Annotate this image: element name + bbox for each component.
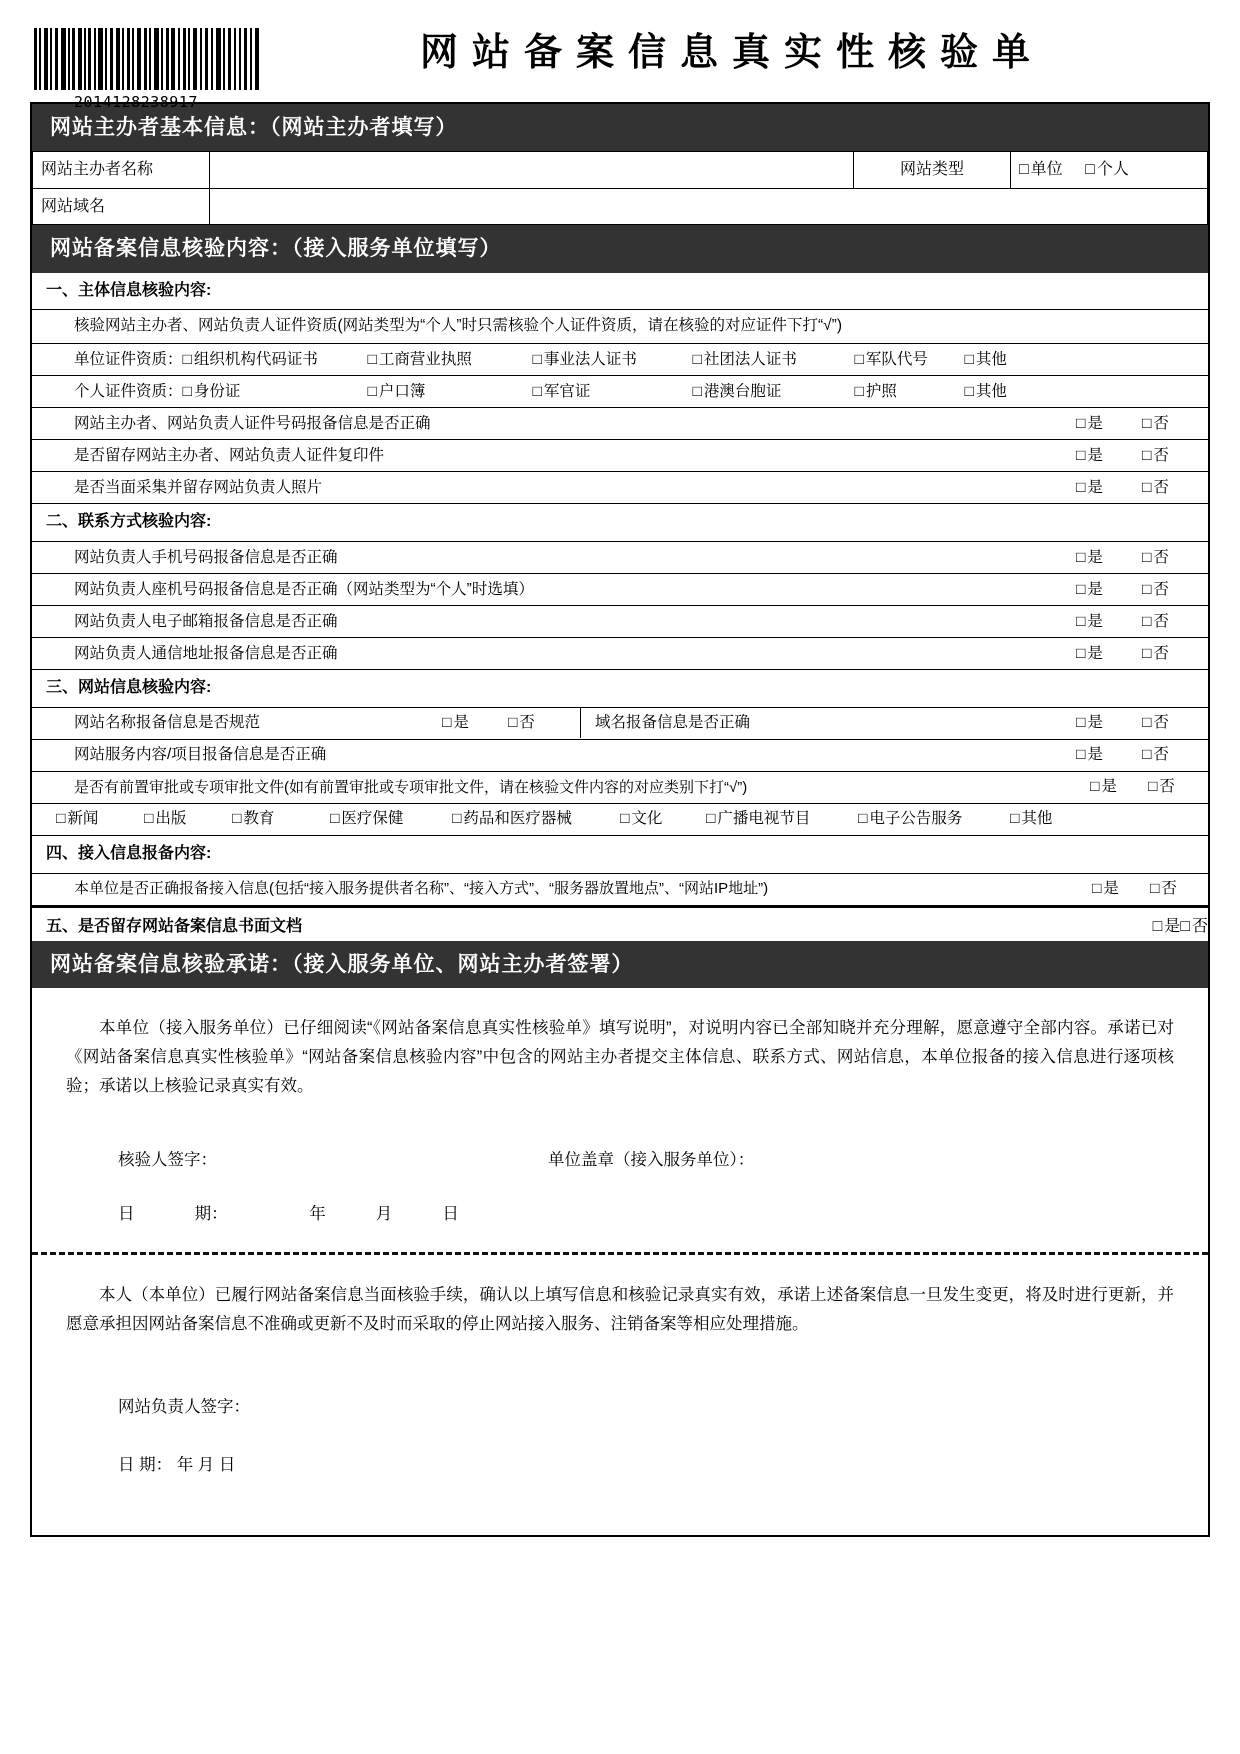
- checkbox-site-type-unit[interactable]: □ 单位: [1019, 159, 1063, 181]
- checkbox-institution-legal-cert[interactable]: □ 事业法人证书: [533, 350, 693, 370]
- commitment-paragraph-1-wrap: [32, 988, 1208, 1101]
- checkbox-icon: □: [964, 350, 974, 368]
- checkbox-icon: □: [442, 714, 452, 732]
- unit-seal-label[interactable]: 单位盖章（接入服务单位）：: [548, 1151, 755, 1170]
- checkbox-no[interactable]: □ 否: [1138, 414, 1208, 434]
- part4-row-access-info: [32, 874, 1208, 906]
- part1-row-cert-copy: [32, 440, 1208, 472]
- checkbox-yes[interactable]: □ 是: [1072, 478, 1138, 498]
- row-label: 是否有前置审批或专项审批文件(如有前置审批或专项审批文件，请在核验文件内容的对应类别下打“√”): [74, 778, 748, 796]
- checkbox-category-culture[interactable]: □ 文化: [620, 809, 706, 829]
- checkbox-personal-other[interactable]: □ 其他: [965, 382, 1007, 402]
- checkbox-icon: □: [1148, 778, 1158, 796]
- row-label: 网站负责人通信地址报备信息是否正确: [74, 644, 338, 662]
- checkbox-icon: □: [964, 382, 974, 400]
- checkbox-icon: □: [232, 810, 242, 828]
- checkbox-icon: □: [1142, 414, 1152, 432]
- unit-cert-options: [32, 345, 1208, 375]
- checkbox-icon: □: [532, 382, 542, 400]
- barcode-block: [32, 28, 264, 111]
- checkbox-icon: □: [1076, 580, 1086, 598]
- checkbox-icon: □: [1076, 612, 1086, 630]
- checkbox-officer-card[interactable]: □ 军官证: [533, 382, 693, 402]
- checkbox-yes[interactable]: □ 是: [442, 713, 508, 733]
- checkbox-icon: □: [182, 350, 192, 368]
- site-type-label: 网站类型: [854, 152, 1011, 189]
- checkbox-category-other[interactable]: □ 其他: [1010, 809, 1052, 829]
- part3-title: 三、网站信息核验内容:: [32, 670, 1208, 708]
- part4-title: 四、接入信息报备内容:: [32, 836, 1208, 874]
- row-label: 五、是否留存网站备案信息书面文档: [46, 917, 303, 935]
- checkbox-icon: □: [1180, 917, 1190, 935]
- table-row: [33, 152, 1208, 189]
- checkbox-category-news[interactable]: □ 新闻: [56, 809, 144, 829]
- row-label: 网站服务内容/项目报备信息是否正确: [74, 746, 327, 764]
- section-header-commitment: 网站备案信息核验承诺：（接入服务单位、网站主办者签署）: [32, 941, 1208, 988]
- date-label-day: 日: [442, 1205, 459, 1224]
- checkbox-yes[interactable]: □ 是: [1088, 879, 1146, 899]
- part2-title: 二、联系方式核验内容:: [32, 504, 1208, 542]
- checkbox-icon: □: [1142, 714, 1152, 732]
- checkbox-yes[interactable]: □ 是: [1072, 414, 1138, 434]
- part1-note: 核验网站主办者、网站负责人证件资质(网站类型为“个人”时只需核验个人证件资质，请在核验的对应证件下打“√”): [32, 310, 1208, 344]
- date-label-day: 日: [218, 1456, 236, 1475]
- checkbox-no[interactable]: □ 否: [1144, 777, 1208, 797]
- checkbox-no[interactable]: □ 否: [508, 713, 574, 733]
- checkbox-passport[interactable]: □ 护照: [855, 382, 965, 402]
- part3-row-name-domain: [32, 708, 1208, 740]
- checkbox-icon: □: [1142, 548, 1152, 566]
- checkbox-icon: □: [56, 810, 66, 828]
- checkbox-yes[interactable]: □ 是: [1072, 713, 1138, 733]
- checkbox-yes[interactable]: □ 是: [1072, 745, 1138, 765]
- checkbox-icon: □: [1142, 644, 1152, 662]
- date-label-month: 月: [375, 1205, 393, 1224]
- form-frame: [30, 102, 1210, 1537]
- checkbox-icon: □: [854, 382, 864, 400]
- date-label-qi: 期：: [139, 1456, 173, 1475]
- signature-line-1: [32, 1146, 1208, 1170]
- sponsor-name-input[interactable]: [210, 152, 854, 189]
- checkbox-business-license[interactable]: □ 工商营业执照: [368, 350, 533, 370]
- domain-label: 网站域名: [33, 188, 210, 225]
- checkbox-category-publishing[interactable]: □ 出版: [144, 809, 232, 829]
- checkbox-icon: □: [692, 382, 702, 400]
- checkbox-icon: □: [1010, 810, 1020, 828]
- owner-signature-label[interactable]: 网站负责人签字：: [118, 1398, 250, 1417]
- checkbox-icon: □: [144, 810, 154, 828]
- checkbox-icon: □: [1142, 580, 1152, 598]
- checkbox-icon: □: [367, 350, 377, 368]
- checkbox-no[interactable]: □ 否: [1138, 580, 1208, 600]
- date-line-2[interactable]: [32, 1451, 1208, 1475]
- part2-row-address: [32, 638, 1208, 670]
- barcode-icon: [32, 28, 262, 90]
- part1-title: 一、主体信息核验内容:: [32, 273, 1208, 311]
- section-header-owner-info: 网站主办者基本信息：（网站主办者填写）: [32, 104, 1208, 151]
- part5-row-paper-docs: [32, 906, 1208, 941]
- part2-row-email: [32, 606, 1208, 638]
- checkbox-household-register[interactable]: □ 户口簿: [368, 382, 533, 402]
- checkbox-icon: □: [330, 810, 340, 828]
- checkbox-icon: □: [1090, 778, 1100, 796]
- checkbox-icon: □: [854, 350, 864, 368]
- checkbox-icon: □: [1019, 161, 1029, 179]
- row-label: 是否留存网站主办者、网站负责人证件复印件: [74, 446, 385, 464]
- checkbox-org-code-cert[interactable]: □ 组织机构代码证书: [183, 350, 368, 370]
- commitment-paragraph-2: 本人（本单位）已履行网站备案信息当面核验手续，确认以上填写信息和核验记录真实有效，承诺上述备案信息一旦发生变更，将及时进行更新，并愿意承担因网站备案信息不准确或更新不及时而采取的停止网站接入服务、注销备案等相应处理措施。: [66, 1286, 1174, 1334]
- commitment-paragraph-1: 本单位（接入服务单位）已仔细阅读“《网站备案信息真实性核验单》填写说明”，对说明内容已全部知晓并充分理解，愿意遵守全部内容。承诺已对《网站备案信息真实性核验单》“网站备案信息核验内容”中包含的网站主办者提交主体信息、联系方式、网站信息，本单位报备的接入信息进行逐项核验；承诺以上核验记录真实有效。: [66, 1018, 1174, 1095]
- part3-row-service-content: [32, 740, 1208, 772]
- checkbox-icon: □: [620, 810, 630, 828]
- date-label-month: 月: [197, 1456, 215, 1475]
- bottom-spacer: [32, 1475, 1208, 1535]
- part1-row-photo: [32, 472, 1208, 504]
- checkbox-military-code[interactable]: □ 军队代号: [855, 350, 965, 370]
- checkbox-icon: □: [1142, 612, 1152, 630]
- checkbox-category-ebulletin[interactable]: □ 电子公告服务: [858, 809, 1010, 829]
- checkbox-site-type-individual[interactable]: □ 个人: [1085, 159, 1129, 181]
- domain-input[interactable]: [210, 188, 1208, 225]
- checkbox-category-healthcare[interactable]: □ 医疗保健: [330, 809, 452, 829]
- checkbox-no[interactable]: □ 否: [1138, 745, 1208, 765]
- checkbox-no[interactable]: □ 否: [1138, 548, 1208, 568]
- checkbox-icon: □: [1142, 446, 1152, 464]
- checkbox-category-broadcast-tv[interactable]: □ 广播电视节目: [706, 809, 858, 829]
- checkbox-hk-mo-tw-card[interactable]: □ 港澳台胞证: [693, 382, 855, 402]
- row-label: 网站负责人座机号码报备信息是否正确（网站类型为“个人”时选填）: [74, 580, 534, 598]
- row-label: 是否当面采集并留存网站负责人照片: [74, 478, 323, 496]
- checkbox-category-drugs-devices[interactable]: □ 药品和医疗器械: [452, 809, 620, 829]
- date-label-qi: 期：: [194, 1205, 228, 1224]
- checkbox-icon: □: [1076, 446, 1086, 464]
- checkbox-icon: □: [452, 810, 462, 828]
- section-header-verify-content: 网站备案信息核验内容：（接入服务单位填写）: [32, 225, 1208, 272]
- checkbox-icon: □: [1076, 644, 1086, 662]
- date-line-1[interactable]: [32, 1200, 1208, 1224]
- checkbox-icon: □: [367, 382, 377, 400]
- checkbox-no[interactable]: □ 否: [1138, 644, 1208, 664]
- checkbox-icon: □: [692, 350, 702, 368]
- checkbox-icon: □: [1076, 414, 1086, 432]
- table-row: [33, 188, 1208, 225]
- barcode-number: 2014128238917: [74, 93, 198, 111]
- checkbox-icon: □: [706, 810, 716, 828]
- date-label-year: 年: [176, 1456, 194, 1475]
- checkbox-icon: □: [1076, 746, 1086, 764]
- checkbox-no[interactable]: □ 否: [1138, 713, 1208, 733]
- personal-cert-options: [32, 377, 1208, 407]
- document-header: [0, 0, 1240, 111]
- checkbox-icon: □: [858, 810, 868, 828]
- checkbox-yes[interactable]: □ 是: [1072, 548, 1138, 568]
- checkbox-unit-other[interactable]: □ 其他: [965, 350, 1007, 370]
- part3-row-categories: [32, 804, 1208, 836]
- checkbox-no[interactable]: □ 否: [1180, 917, 1208, 935]
- date-label-ri: 日: [118, 1205, 135, 1224]
- checkbox-icon: □: [1085, 161, 1095, 179]
- checkbox-icon: □: [1076, 714, 1086, 732]
- checkbox-yes[interactable]: □ 是: [1072, 644, 1138, 664]
- part2-row-mobile: [32, 542, 1208, 574]
- row-label: 本单位是否正确报备接入信息(包括“接入服务提供者名称”、“接入方式”、“服务器放置地点”、“网站IP地址”): [74, 880, 769, 898]
- checkbox-no[interactable]: □ 否: [1146, 879, 1208, 899]
- personal-cert-row: [32, 376, 1208, 408]
- checkbox-yes[interactable]: □ 是: [1072, 446, 1138, 466]
- checkbox-icon: □: [1076, 478, 1086, 496]
- checkbox-icon: □: [508, 714, 518, 732]
- checkbox-no[interactable]: □ 否: [1138, 446, 1208, 466]
- checkbox-yes[interactable]: □ 是: [1072, 612, 1138, 632]
- checkbox-id-card[interactable]: □ 身份证: [183, 382, 368, 402]
- date-label-year: 年: [309, 1205, 326, 1224]
- checkbox-icon: □: [1150, 880, 1160, 898]
- personal-cert-label: 个人证件资质：: [74, 382, 183, 400]
- checkbox-category-education[interactable]: □ 教育: [232, 809, 330, 829]
- part2-row-landline: [32, 574, 1208, 606]
- page-title: 网站备案信息真实性核验单: [419, 32, 1044, 74]
- checkbox-icon: □: [1142, 746, 1152, 764]
- domain-check-label: 域名报备信息是否正确: [595, 714, 751, 732]
- owner-basic-info-table: [32, 151, 1208, 225]
- checkbox-icon: □: [182, 382, 192, 400]
- checkbox-yes[interactable]: □ 是: [1072, 580, 1138, 600]
- checkbox-no[interactable]: □ 否: [1138, 478, 1208, 498]
- verifier-signature-label[interactable]: 核验人签字：: [118, 1151, 217, 1170]
- part3-row-preapproval: [32, 772, 1208, 804]
- checkbox-icon: □: [1076, 548, 1086, 566]
- unit-cert-row: [32, 344, 1208, 376]
- part1-row-cert-number: [32, 408, 1208, 440]
- date-label-ri: 日: [118, 1456, 135, 1475]
- row-label: 网站名称报备信息是否规范: [74, 714, 261, 732]
- site-type-options: [1011, 152, 1208, 189]
- checkbox-icon: □: [532, 350, 542, 368]
- checkbox-icon: □: [1152, 917, 1163, 935]
- checkbox-yes[interactable]: □ 是: [1086, 777, 1144, 797]
- row-label: 网站负责人电子邮箱报备信息是否正确: [74, 612, 338, 630]
- category-options: [32, 804, 1208, 834]
- row-label: 网站负责人手机号码报备信息是否正确: [74, 548, 338, 566]
- checkbox-yes[interactable]: □ 是: [1152, 917, 1181, 935]
- site-name-check-cell: [32, 708, 581, 738]
- checkbox-icon: □: [1142, 478, 1152, 496]
- sponsor-name-label: 网站主办者名称: [33, 152, 210, 189]
- checkbox-icon: □: [1092, 880, 1102, 898]
- checkbox-social-org-legal-cert[interactable]: □ 社团法人证书: [693, 350, 855, 370]
- unit-cert-label: 单位证件资质：: [74, 350, 183, 368]
- checkbox-no[interactable]: □ 否: [1138, 612, 1208, 632]
- row-label: 网站主办者、网站负责人证件号码报备信息是否正确: [74, 414, 431, 432]
- commitment-paragraph-2-wrap: [32, 1255, 1208, 1339]
